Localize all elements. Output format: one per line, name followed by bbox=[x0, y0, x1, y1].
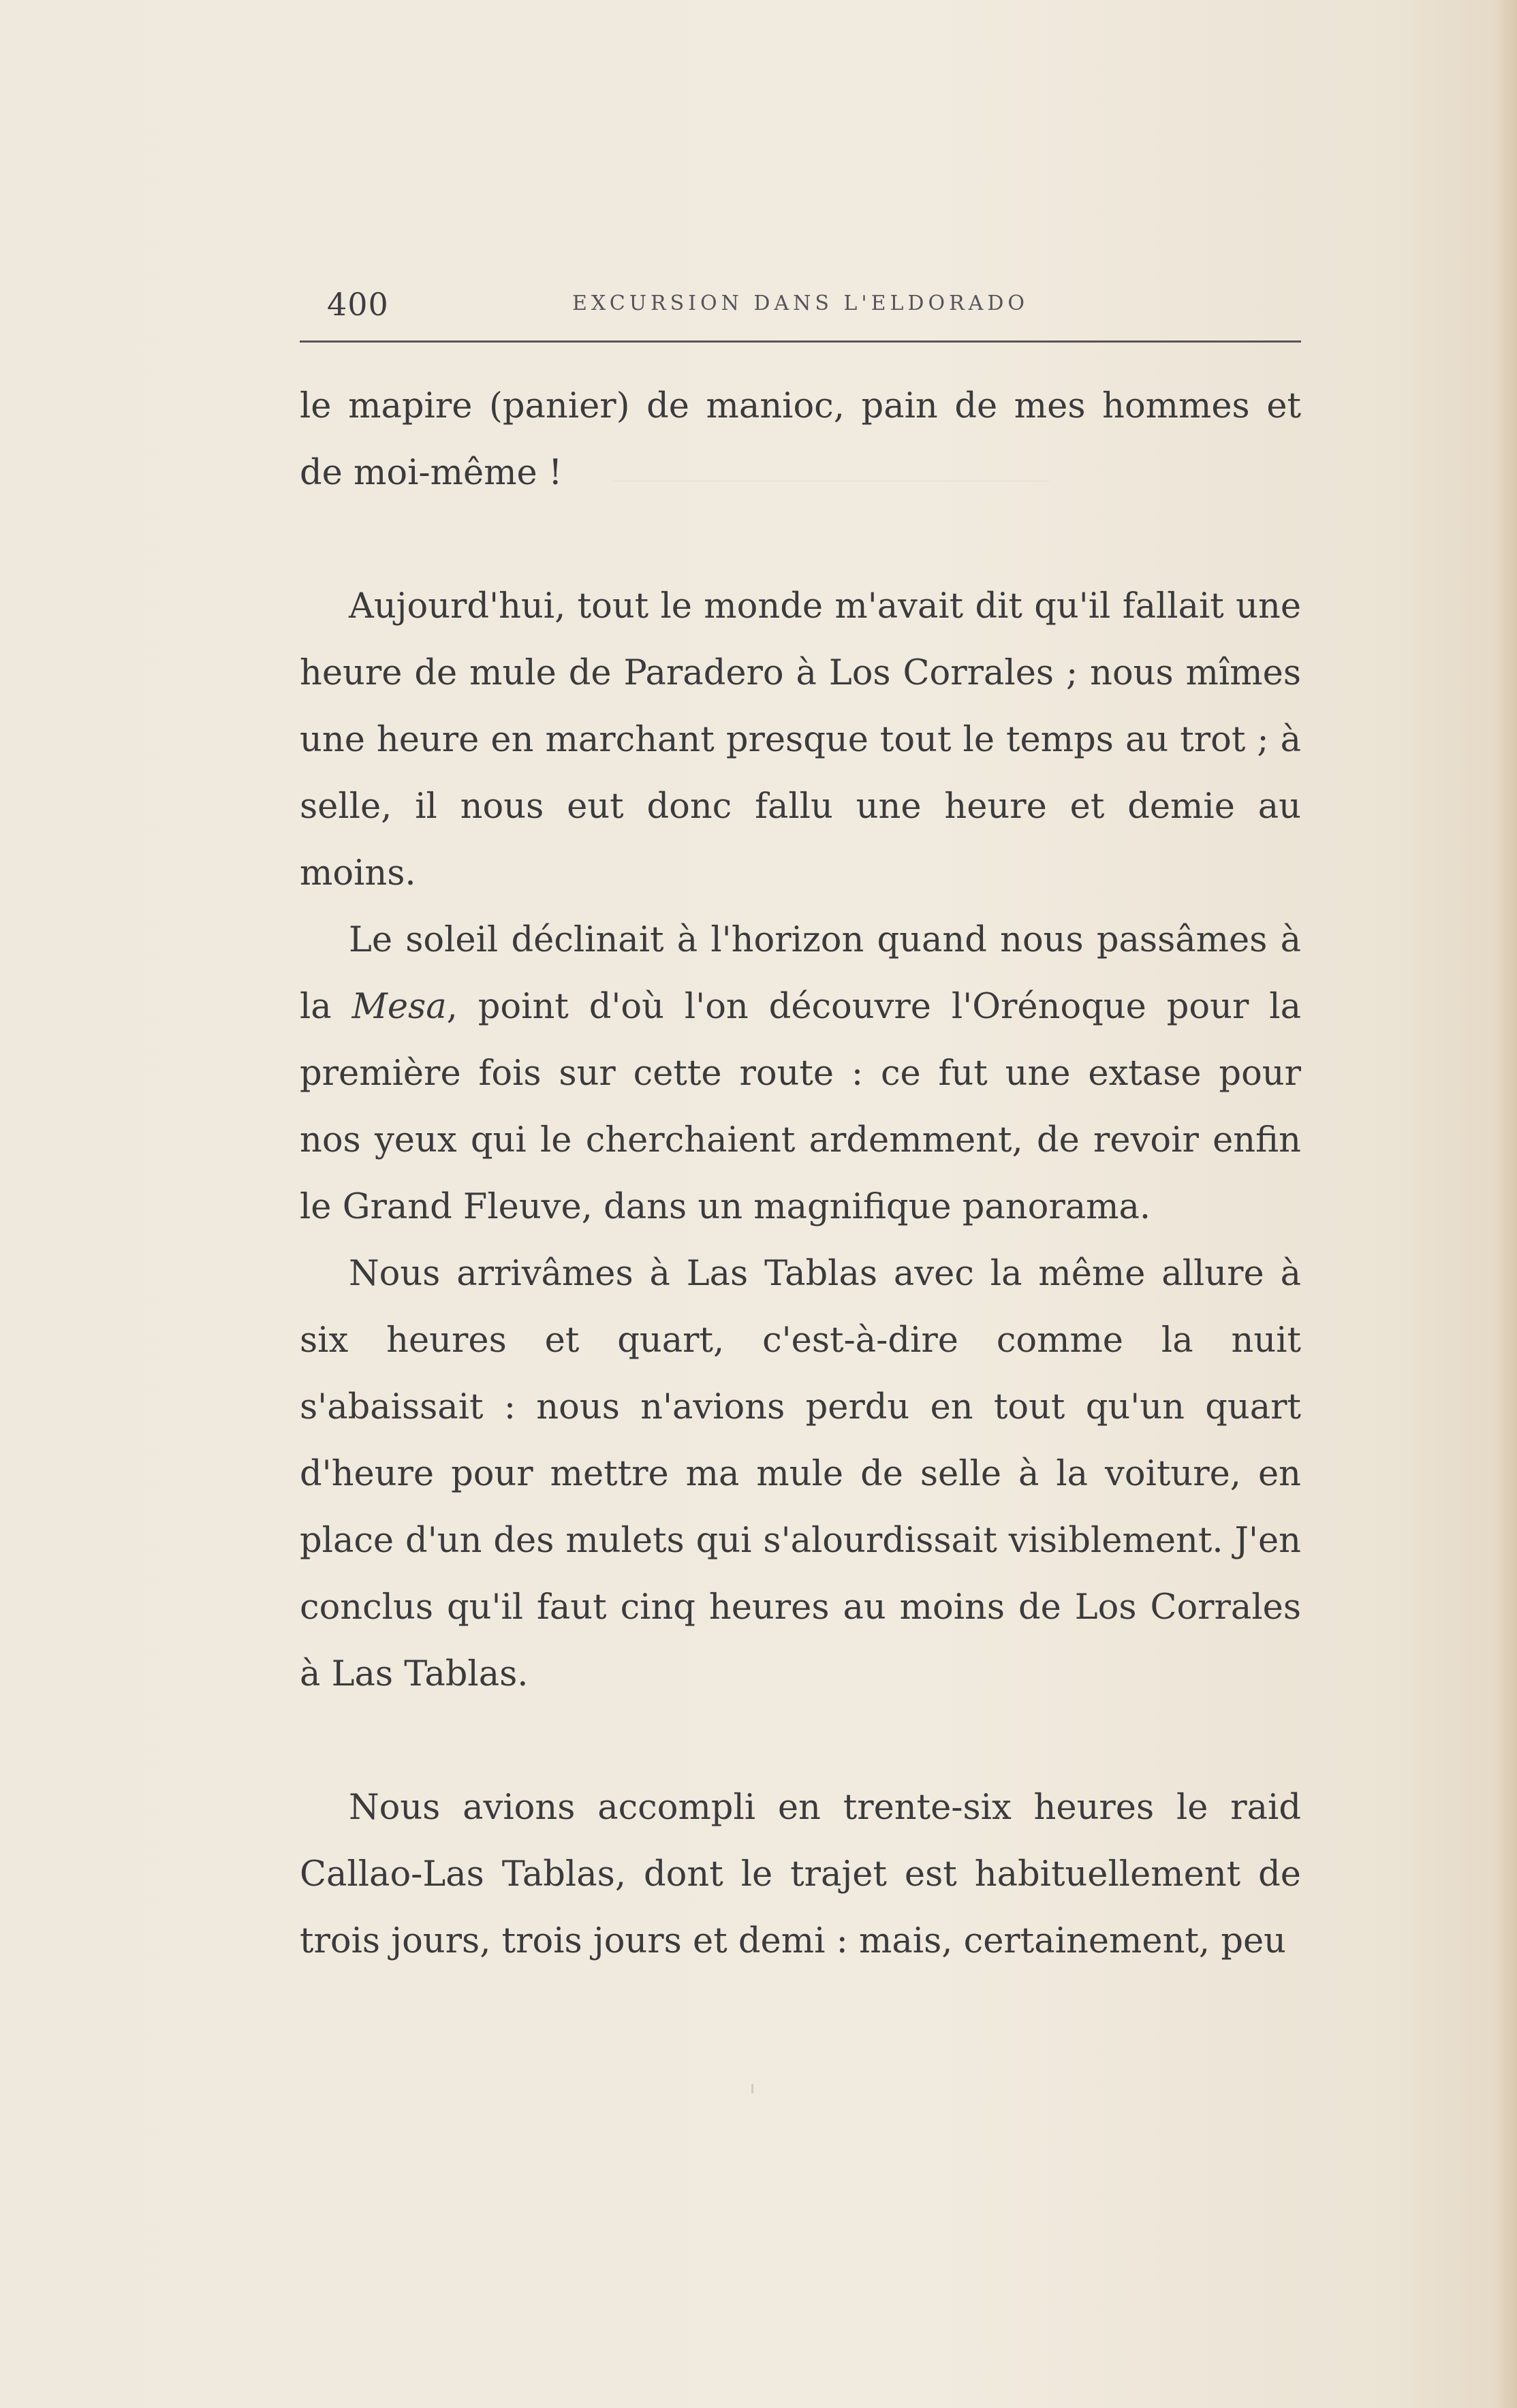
running-title: EXCURSION DANS L'ELDORADO bbox=[572, 291, 1029, 315]
page-edge bbox=[1499, 0, 1517, 2408]
running-header bbox=[300, 274, 1301, 335]
page-number: 400 bbox=[327, 286, 389, 323]
paper-mark bbox=[751, 2084, 753, 2093]
paragraph-raid: Nous avions accompli en trente-six heures le raid Callao-Las Tablas, dont le trajet est habituellement de trois jours, trois jours et demi : mais, certainement, peu bbox=[300, 1788, 1301, 1961]
paragraph-soleil bbox=[300, 907, 1301, 1241]
paragraph-aujourdhui: Aujourd'hui, tout le monde m'avait dit qu'il fallait une heure de mule de Paradero à Los Corrales ; nous mîmes une heure en marchant presque tout le temps au trot ; à selle, il nous eut donc fallu une heure et demie au moins. bbox=[300, 586, 1301, 893]
header-rule bbox=[300, 340, 1301, 343]
paragraph-continuation: le mapire (panier) de manioc, pain de mes hommes et de moi-même ! bbox=[300, 386, 1301, 493]
body-text bbox=[300, 373, 1301, 1975]
mesa-italic: Mesa bbox=[351, 987, 447, 1027]
paragraph-arrivee: Nous arrivâmes à Las Tablas avec la même allure à six heures et quart, c'est-à-dire comme la nuit s'abaissait : nous n'avions perdu en tout qu'un quart d'heure pour mettre ma mule de selle à la voiture, en place d'un des mulets qui s'alourdissait visiblement. J'en conclus qu'il faut cinq heures au moins de Los Corrales à Las Tablas. bbox=[300, 1254, 1301, 1694]
paragraph-soleil-start: Le soleil déclinait à l'horizon quand nous passâmes à la bbox=[300, 920, 1301, 1027]
paragraph-soleil-end: , point d'où l'on découvre l'Orénoque pour la première fois sur cette route : ce fut une extase pour nos yeux qui le cherchaient ardemment, de revoir enfin le Grand Fleuve, dans un magnifique panorama. bbox=[300, 987, 1301, 1227]
